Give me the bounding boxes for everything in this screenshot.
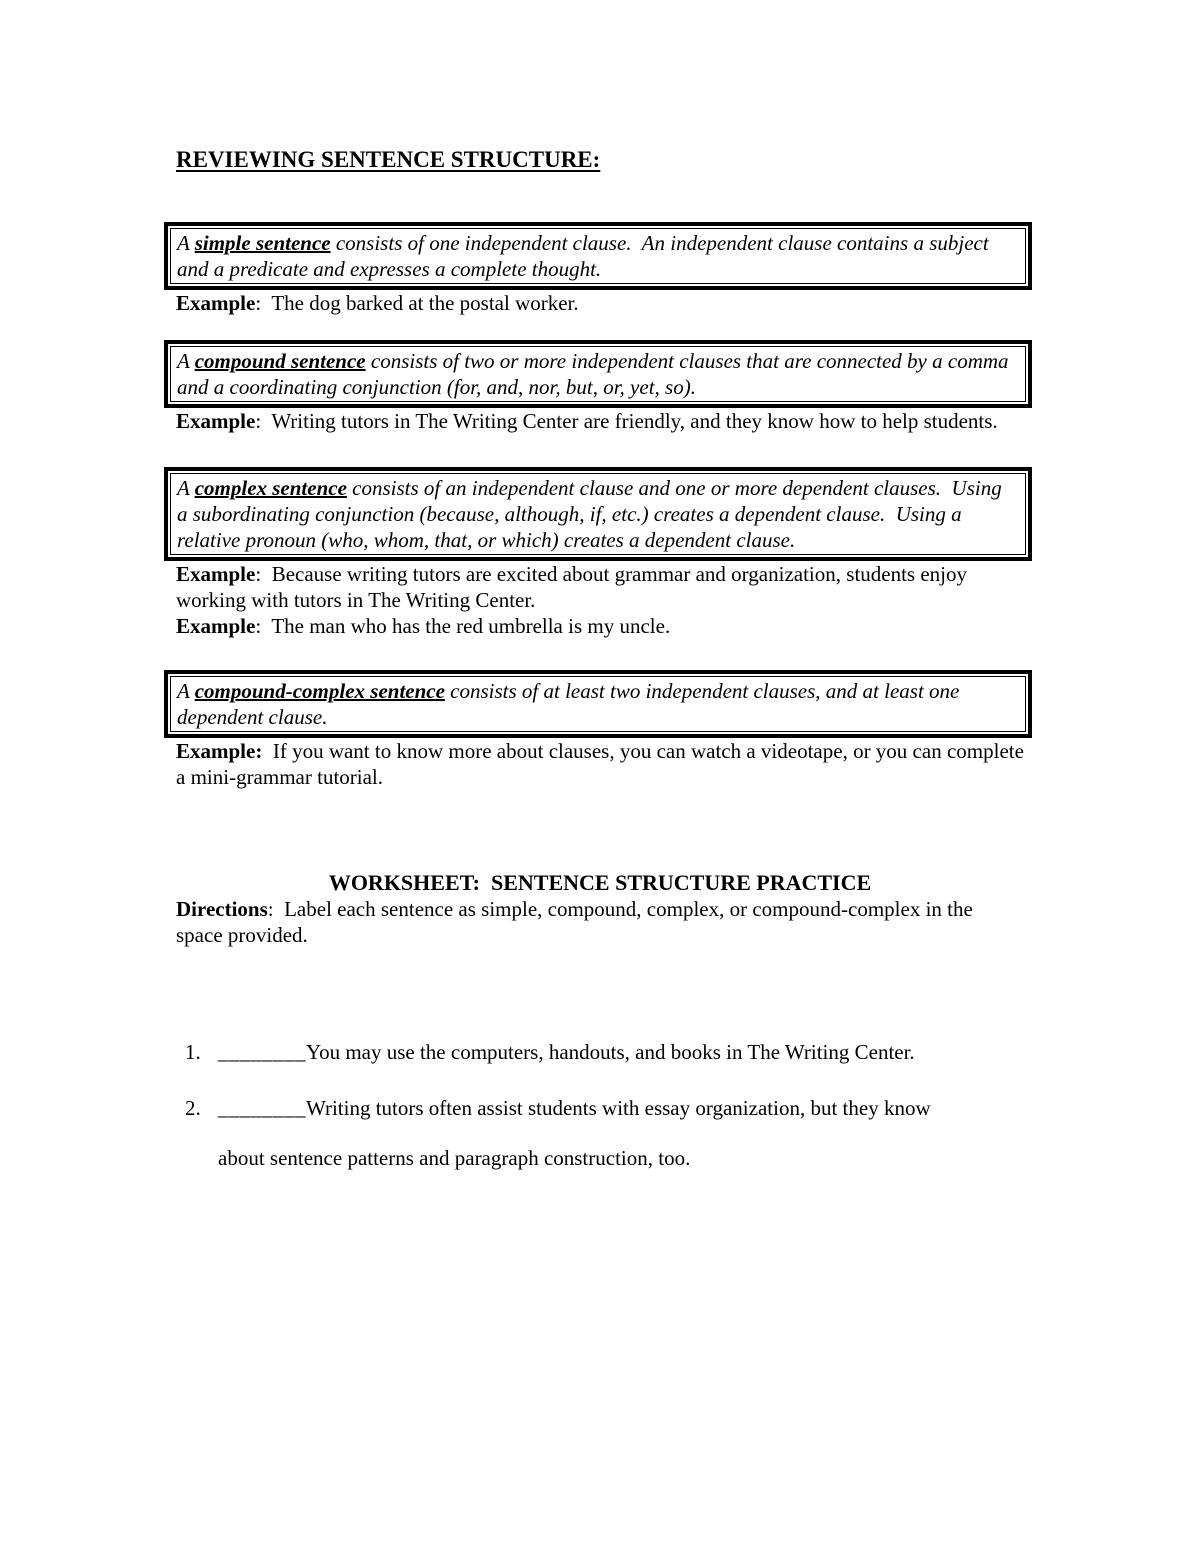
item-text-line-2: about sentence patterns and paragraph construction, too. [218, 1146, 691, 1170]
example-text: The man who has the red umbrella is my uncle. [271, 614, 671, 638]
example-label: Example [176, 614, 256, 638]
definition-body: consists of one independent clause. An independent clause contains a subject and a predicate and expresses a complete thought. [177, 231, 994, 281]
definition-text-simple [170, 228, 1026, 284]
worksheet-heading: WORKSHEET: SENTENCE STRUCTURE PRACTICE [328, 870, 872, 895]
list-item-1 [176, 1039, 1024, 1065]
example-text: The dog barked at the postal worker. [271, 291, 579, 315]
definition-prefix: A [177, 476, 195, 500]
definition-body: consists of at least two independent clauses, and at least one dependent clause. [177, 679, 965, 729]
directions-text: Label each sentence as simple, compound, complex, or compound-complex in the space provided. [176, 897, 979, 947]
directions-label: Directions [176, 897, 268, 921]
item-text-line-1 [218, 1095, 1024, 1121]
example-paragraph-2 [176, 408, 1024, 434]
definition-term-compound-complex: compound-complex sentence [194, 679, 445, 703]
answer-blank: ________ [218, 1096, 306, 1120]
definition-term-simple: simple sentence [194, 231, 331, 255]
item-body [218, 1039, 1024, 1065]
definition-box-compound [164, 340, 1032, 408]
definition-body: consists of an independent clause and one or more dependent clauses. Using a subordinating conjunction (because, although, if, etc.) creates a dependent clause. Using a relative pronoun (who, whom, that, or which) creates a dependent clause. [177, 476, 1007, 552]
item-number: 1. [185, 1040, 201, 1064]
definition-prefix: A [177, 349, 195, 373]
example-label: Example [176, 291, 256, 315]
example-separator: : [255, 614, 272, 638]
item-body [218, 1095, 1024, 1171]
item-number: 2. [185, 1096, 201, 1120]
example-paragraph-4 [176, 613, 1024, 639]
definition-body: consists of two or more independent clauses that are connected by a comma and a coordinating conjunction (for, and, nor, but, or, yet, so). [177, 349, 1014, 399]
definition-text-complex [170, 473, 1026, 555]
example-text: Because writing tutors are excited about grammar and organization, students enjoy working with tutors in The Writing Center. [176, 562, 973, 612]
definition-prefix: A [177, 679, 195, 703]
example-paragraph-5 [176, 738, 1030, 790]
example-separator [262, 739, 273, 763]
definition-text-compound [170, 346, 1026, 402]
definition-box-simple [164, 222, 1032, 290]
item-text: Writing tutors often assist students with essay organization, but they know [306, 1096, 931, 1120]
definition-term-complex: complex sentence [194, 476, 347, 500]
example-label: Example: [176, 739, 263, 763]
example-text: If you want to know more about clauses, you can watch a videotape, or you can complete a mini-grammar tutorial. [176, 739, 1030, 789]
document-content [176, 147, 1030, 1171]
example-separator: : [255, 562, 272, 586]
definition-text-compound-complex [170, 676, 1026, 732]
example-separator: : [255, 291, 272, 315]
directions-paragraph [176, 896, 1024, 948]
answer-blank: ________ [218, 1040, 306, 1064]
example-label: Example [176, 562, 256, 586]
list-item-2 [176, 1095, 1024, 1171]
definition-box-compound-complex [164, 670, 1032, 738]
page-title: REVIEWING SENTENCE STRUCTURE: [176, 147, 601, 172]
example-paragraph-3 [176, 561, 1024, 613]
example-label: Example [176, 409, 256, 433]
example-paragraph-1 [176, 290, 1024, 316]
item-text: You may use the computers, handouts, and books in The Writing Center. [306, 1040, 915, 1064]
definition-term-compound: compound sentence [194, 349, 366, 373]
definition-box-complex [164, 467, 1032, 561]
directions-separator: : [267, 897, 285, 921]
definition-prefix: A [177, 231, 195, 255]
example-text: Writing tutors in The Writing Center are friendly, and they know how to help students. [271, 409, 998, 433]
example-separator: : [255, 409, 272, 433]
